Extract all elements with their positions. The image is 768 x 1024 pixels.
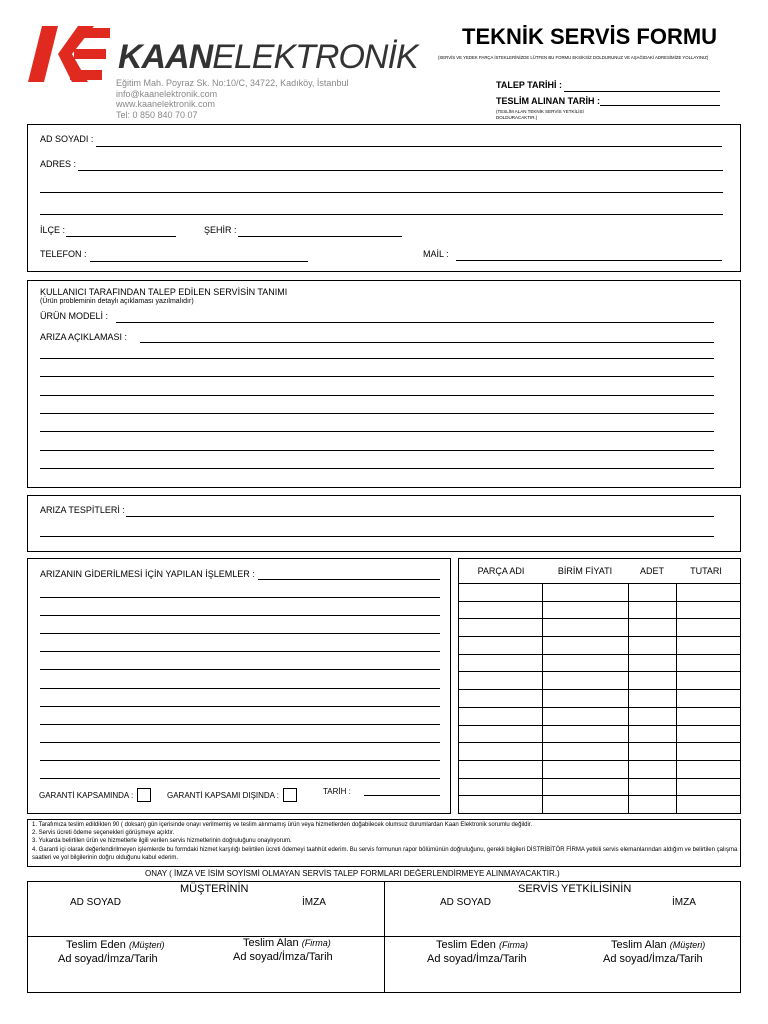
telefon-label: TELEFON : <box>40 249 87 259</box>
teslim-alan-musteri <box>611 939 705 951</box>
musterinin-label: MÜŞTERİNİN <box>180 883 249 895</box>
form-subtitle: (SERVİS VE YEDEK PARÇA İSTEKLERİNİZDE LÜTFEN BU FORMU EKSİKSİZ DOLDURUNUZ VE AŞAĞIDAKİ ADRESİMİZE YOLLAYINIZ) <box>438 55 709 60</box>
islemler-line[interactable] <box>40 724 440 725</box>
ariza-line[interactable] <box>40 413 714 414</box>
ilce-label: İLÇE : <box>40 225 66 235</box>
request-title: KULLANICI TARAFINDAN TALEP EDİLEN SERVİSİN TANIMI <box>40 287 288 297</box>
tarih-label: TARİH : <box>323 787 351 796</box>
musteri-imza-label: İMZA <box>302 897 326 908</box>
adres-field-2[interactable] <box>40 192 723 193</box>
ariza-line[interactable] <box>40 376 714 377</box>
islemler-line[interactable] <box>40 688 440 689</box>
islemler-line[interactable] <box>40 633 440 634</box>
ariza-line[interactable] <box>40 431 714 432</box>
table-row[interactable] <box>458 707 741 708</box>
table-row[interactable] <box>458 778 741 779</box>
servis-ad-soyad-label: AD SOYAD <box>440 897 491 908</box>
form-title: TEKNİK SERVİS FORMU <box>462 24 718 49</box>
terms-list <box>32 821 738 862</box>
islemler-line[interactable] <box>40 760 440 761</box>
firma-note: (Firma) <box>301 938 331 948</box>
adres-field[interactable] <box>78 170 723 171</box>
garanti-disinda-label: GARANTİ KAPSAMI DIŞINDA : <box>167 791 280 800</box>
ad-soyadi-field[interactable] <box>96 146 722 147</box>
ariza-line[interactable] <box>40 358 714 359</box>
teslim-eden-firma <box>436 939 528 951</box>
ariza-tespitleri-field[interactable] <box>126 516 714 517</box>
table-row[interactable] <box>458 583 741 584</box>
islemler-field[interactable] <box>258 579 440 580</box>
table-row[interactable] <box>458 795 741 796</box>
table-row[interactable] <box>458 654 741 655</box>
ad-soyadi-label: AD SOYADI : <box>40 134 94 144</box>
telefon-field[interactable] <box>90 261 308 262</box>
table-row[interactable] <box>458 725 741 726</box>
ad-soyad-imza-tarih-1: Ad soyad/İmza/Tarih <box>58 953 158 965</box>
talep-tarihi-label: TALEP TARİHİ : <box>496 80 562 90</box>
col-adet: ADET <box>639 566 664 576</box>
firma-note: (Firma) <box>498 940 528 950</box>
ariza-aciklamasi-field[interactable] <box>140 342 714 343</box>
col-birim-fiyati: BİRİM FİYATI <box>557 566 613 576</box>
ariza-line[interactable] <box>40 395 714 396</box>
request-note: (Ürün probleminin detaylı açıklaması yazılmalıdır) <box>40 298 194 305</box>
table-row[interactable] <box>458 601 741 602</box>
ad-soyad-imza-tarih-4: Ad soyad/İmza/Tarih <box>603 953 703 965</box>
col-parca-adi: PARÇA ADI <box>477 566 525 576</box>
islemler-label: ARIZANIN GİDERİLMESİ İÇİN YAPILAN İŞLEMLER : <box>40 569 255 579</box>
ad-soyad-imza-tarih-2: Ad soyad/İmza/Tarih <box>233 951 333 963</box>
tarih-field[interactable] <box>364 795 440 796</box>
ad-soyad-imza-tarih-3: Ad soyad/İmza/Tarih <box>427 953 527 965</box>
teslim-alinan-tarih-field[interactable] <box>600 105 720 106</box>
approval-row-divider <box>27 936 741 937</box>
mail-field[interactable] <box>456 260 722 261</box>
adres-field-3[interactable] <box>40 214 723 215</box>
islemler-line[interactable] <box>40 597 440 598</box>
company-phone: Tel: 0 850 840 70 07 <box>116 109 198 120</box>
musteri-note: (Müşteri) <box>128 940 165 950</box>
table-row[interactable] <box>458 689 741 690</box>
teslim-alan-firma <box>243 937 331 949</box>
teslim-alan-label: Teslim Alan <box>611 939 667 951</box>
company-address: Eğitim Mah. Poyraz Sk. No:10/C, 34722, Kadıköy, İstanbul <box>116 78 349 88</box>
teslim-alan-label: Teslim Alan <box>243 937 299 949</box>
brand-bold: KAAN <box>118 38 213 76</box>
islemler-line[interactable] <box>40 651 440 652</box>
brand-light: ELEKTRONİK <box>212 38 418 76</box>
teslim-eden-label: Teslim Eden <box>436 939 496 951</box>
col-tutari: TUTARI <box>690 566 722 576</box>
ke-logo-icon <box>28 26 112 84</box>
table-row[interactable] <box>458 618 741 619</box>
talep-tarihi-field[interactable] <box>564 91 720 92</box>
ariza-line[interactable] <box>40 450 714 451</box>
garanti-kapsaminda-label: GARANTİ KAPSAMINDA : <box>39 791 134 800</box>
urun-modeli-field[interactable] <box>116 322 714 323</box>
garanti-kapsaminda-checkbox[interactable] <box>137 788 151 802</box>
adres-label: ADRES : <box>40 159 77 169</box>
musteri-ad-soyad-label: AD SOYAD <box>70 897 121 908</box>
company-website: www.kaanelektronik.com <box>116 99 216 109</box>
ariza-tespitleri-line-2[interactable] <box>40 536 714 537</box>
islemler-line[interactable] <box>40 669 440 670</box>
mail-label: MAİL : <box>423 249 449 259</box>
ariza-tespitleri-label: ARIZA TESPİTLERİ : <box>40 505 125 515</box>
teslim-eden-label: Teslim Eden <box>66 939 126 951</box>
term-3: 3. Yukarda belirtilen ürün ve hizmetlerle ilgili verilen servis hizmetlerinin doğruluğunu onaylıyorum. <box>32 838 292 845</box>
teslim-note: (TESLİM ALAN TEKNİK SERVİS YETKİLİSİ DOLDURACAKTIR.) <box>496 109 584 120</box>
company-email: info@kaanelektronik.com <box>116 88 218 99</box>
approval-title: ONAY ( İMZA VE İSİM SOYİSMİ OLMAYAN SERVİS TALEP FORMLARI DEĞERLENDİRMEYE ALINMAYACAKTIR.) <box>145 869 560 878</box>
table-row[interactable] <box>458 636 741 637</box>
table-row[interactable] <box>458 742 741 743</box>
garanti-disinda-checkbox[interactable] <box>283 788 297 802</box>
diagnosis-section <box>27 495 741 552</box>
request-section <box>27 280 741 488</box>
parts-table <box>458 558 741 814</box>
islemler-line[interactable] <box>40 742 440 743</box>
teslim-alinan-tarih-label: TESLİM ALINAN TARİH : <box>496 96 600 106</box>
servis-yetkilisinin-label: SERVİS YETKİLİSİNİN <box>518 883 632 895</box>
islemler-line[interactable] <box>40 615 440 616</box>
sehir-label: ŞEHİR : <box>204 225 237 235</box>
approval-divider <box>384 881 385 993</box>
ariza-aciklamasi-label: ARIZA AÇIKLAMASI : <box>40 332 128 342</box>
teslim-eden-musteri <box>66 939 164 951</box>
company-info <box>116 78 348 120</box>
term-4: 4. Garanti içi olarak değerlendirilmeyen işlemlerde bu formdaki hizmet karşılığı belirtilen ücreti ödemeyi taahhüt ederim. Bu servis formunun rapor bölümünün doğruluğunu, gerekli bilgileri DİSTRİBİTÖR FİRMA yetkili servis elemanlarından aldığım ve belirtilen çalışma saatleri ve yol bilgilerinin doğru olduğunu kabul ederim. <box>32 846 738 861</box>
company-logo <box>28 26 418 86</box>
ilce-field[interactable] <box>66 236 176 237</box>
islemler-line[interactable] <box>40 778 440 779</box>
servis-imza-label: İMZA <box>672 897 696 908</box>
musteri-note: (Müşteri) <box>669 940 706 950</box>
sehir-field[interactable] <box>238 236 402 237</box>
table-row[interactable] <box>458 671 741 672</box>
term-1: 1. Tarafımıza teslim edildikten 90 ( doksan) gün içerisinde onayı verilmemiş ve teslim alınmamış ürün veya hizmetlerden doğabilecek olumsuz durumlardan Kaan Elektronik sorumlu değildir. <box>32 822 533 828</box>
ariza-line[interactable] <box>40 468 714 469</box>
table-row[interactable] <box>458 760 741 761</box>
urun-modeli-label: ÜRÜN MODELİ : <box>40 311 109 321</box>
term-2: 2. Servis ücreti ödeme seçenekleri görüşmeye açıktır. <box>32 830 175 837</box>
islemler-line[interactable] <box>40 706 440 707</box>
